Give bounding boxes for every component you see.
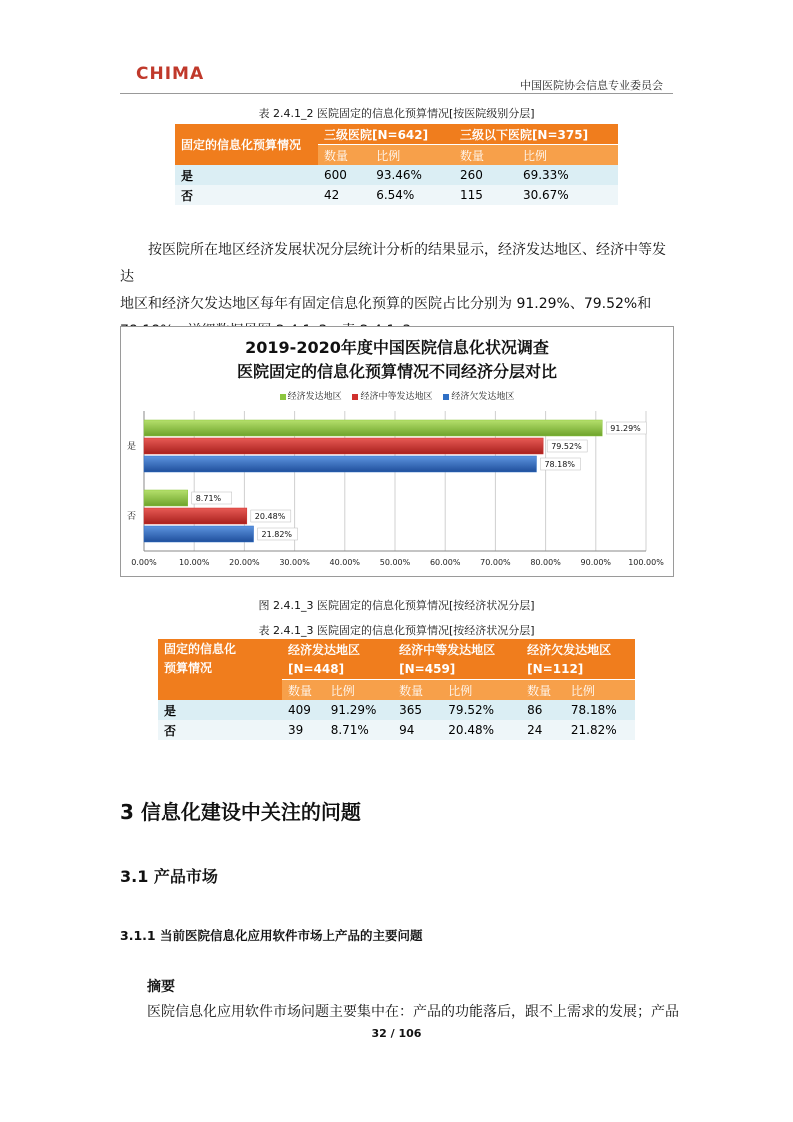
x-tick-label: 0.00% <box>131 558 157 567</box>
data-label: 91.29% <box>610 424 641 433</box>
subsubsection-heading: 3.1.1 当前医院信息化应用软件市场上产品的主要问题 <box>120 928 423 943</box>
table-cell: 6.54% <box>376 188 415 202</box>
bar <box>144 508 247 524</box>
table2-subheader: 比例 <box>325 680 393 701</box>
table1 <box>175 124 618 205</box>
table-row <box>175 185 618 205</box>
paragraph-line: 按医院所在地区经济发展状况分层统计分析的结果显示，经济发达地区、经济中等发达 <box>120 242 666 285</box>
bar <box>144 526 254 542</box>
abstract-title: 摘要 <box>147 979 175 995</box>
table-cell: 69.33% <box>522 168 569 182</box>
table-cell: 600 <box>324 168 347 182</box>
table2-group-count: [N=459] <box>393 659 521 680</box>
category-label: 否 <box>126 512 136 522</box>
legend-label: 经济欠发达地区 <box>451 392 515 402</box>
chima-logo: CHIMA <box>136 64 205 84</box>
category-label: 是 <box>126 442 136 452</box>
table2 <box>158 639 635 740</box>
table2-caption: 表 2.4.1_3 医院固定的信息化预算情况[按经济状况分层] <box>258 624 535 637</box>
page-number: 32 / 106 <box>371 1027 422 1040</box>
row-label: 是 <box>181 168 194 183</box>
data-label: 8.71% <box>195 494 222 503</box>
table-cell: 91.29% <box>330 703 377 717</box>
data-label: 79.52% <box>551 442 582 451</box>
table2-group-header: 经济欠发达地区 <box>521 639 635 659</box>
table-cell: 260 <box>459 168 483 182</box>
bar <box>144 438 543 454</box>
figure-caption: 图 2.4.1_3 医院固定的信息化预算情况[按经济状况分层] <box>258 599 535 612</box>
table2-row-header <box>158 639 282 680</box>
bar-chart <box>120 326 674 577</box>
x-tick-label: 80.00% <box>530 558 561 567</box>
abstract-text: 医院信息化应用软件市场问题主要集中在：产品的功能落后，跟不上需求的发展；产品 <box>147 1004 679 1020</box>
data-label: 21.82% <box>261 530 293 539</box>
table1-row-header: 固定的信息化预算情况 <box>175 124 318 165</box>
table-cell: 20.48% <box>448 723 495 737</box>
organization-name: 中国医院协会信息专业委员会 <box>520 79 663 92</box>
table-row <box>158 700 635 720</box>
table-cell: 78.18% <box>570 703 617 717</box>
x-tick-label: 20.00% <box>229 558 260 567</box>
table-cell: 30.67% <box>522 188 569 202</box>
table1-subheader: 数量 <box>454 145 517 166</box>
bar <box>144 420 602 436</box>
table-cell: 42 <box>324 188 340 202</box>
chart-title: 2019-2020年度中国医院信息化状况调查 <box>245 338 549 357</box>
section-heading: 3 信息化建设中关注的问题 <box>120 800 361 824</box>
table1-subheader: 数量 <box>318 145 370 166</box>
chart-subtitle: 医院固定的信息化预算情况不同经济分层对比 <box>236 362 557 381</box>
table-cell: 8.71% <box>330 723 369 737</box>
legend-label: 经济中等发达地区 <box>360 392 433 402</box>
table-row <box>158 720 635 740</box>
table1-subheader: 比例 <box>370 145 454 166</box>
legend-label: 经济发达地区 <box>287 392 342 402</box>
table2-subheader: 数量 <box>521 680 565 701</box>
x-tick-label: 60.00% <box>429 558 461 567</box>
bar <box>144 456 536 472</box>
table-cell: 86 <box>527 703 543 717</box>
table-cell: 39 <box>288 723 304 737</box>
table-cell: 365 <box>399 703 423 717</box>
row-label: 否 <box>164 723 177 738</box>
x-tick-label: 100.00% <box>628 558 664 567</box>
table-row <box>175 165 618 185</box>
table2-group-header: 经济中等发达地区 <box>393 639 521 659</box>
paragraph-line: 地区和经济欠发达地区每年有固定信息化预算的医院占比分别为 91.29%、79.52%和 <box>120 296 652 312</box>
table-cell: 115 <box>459 188 483 202</box>
table-cell: 409 <box>288 703 311 717</box>
table1-group-header: 三级医院[N=642] <box>318 124 454 145</box>
bar <box>144 490 188 506</box>
data-label: 78.18% <box>544 460 575 469</box>
row-label: 否 <box>181 188 194 203</box>
table1-group-header: 三级以下医院[N=375] <box>454 124 618 145</box>
x-tick-label: 50.00% <box>379 558 411 567</box>
x-tick-label: 40.00% <box>329 558 361 567</box>
table-cell: 79.52% <box>448 703 495 717</box>
table2-subheader: 比例 <box>442 680 521 701</box>
row-header-line: 预算情况 <box>164 661 213 676</box>
data-label: 20.48% <box>254 512 286 521</box>
table2-subheader: 数量 <box>393 680 442 701</box>
x-tick-label: 90.00% <box>580 558 612 567</box>
x-tick-label: 70.00% <box>480 558 511 567</box>
table-cell: 24 <box>527 723 543 737</box>
header-divider <box>120 93 673 94</box>
table1-subheader: 比例 <box>517 145 618 166</box>
table2-group-header: 经济发达地区 <box>282 639 393 659</box>
table2-subheader: 数量 <box>282 680 325 701</box>
table2-group-count: [N=112] <box>521 659 635 680</box>
x-tick-label: 30.00% <box>279 558 310 567</box>
table1-caption: 表 2.4.1_2 医院固定的信息化预算情况[按医院级别分层] <box>258 107 535 120</box>
chart-plot <box>121 327 673 576</box>
subsection-heading: 3.1 产品市场 <box>120 867 218 886</box>
row-header-line: 固定的信息化 <box>164 642 237 657</box>
table-cell: 93.46% <box>376 168 422 182</box>
table2-group-count: [N=448] <box>282 659 393 680</box>
table-cell: 21.82% <box>570 723 617 737</box>
x-tick-label: 10.00% <box>178 558 210 567</box>
table2-subheader: 比例 <box>565 680 635 701</box>
table-cell: 94 <box>399 723 415 737</box>
table2-subheader-blank <box>158 680 282 701</box>
row-label: 是 <box>164 703 177 718</box>
